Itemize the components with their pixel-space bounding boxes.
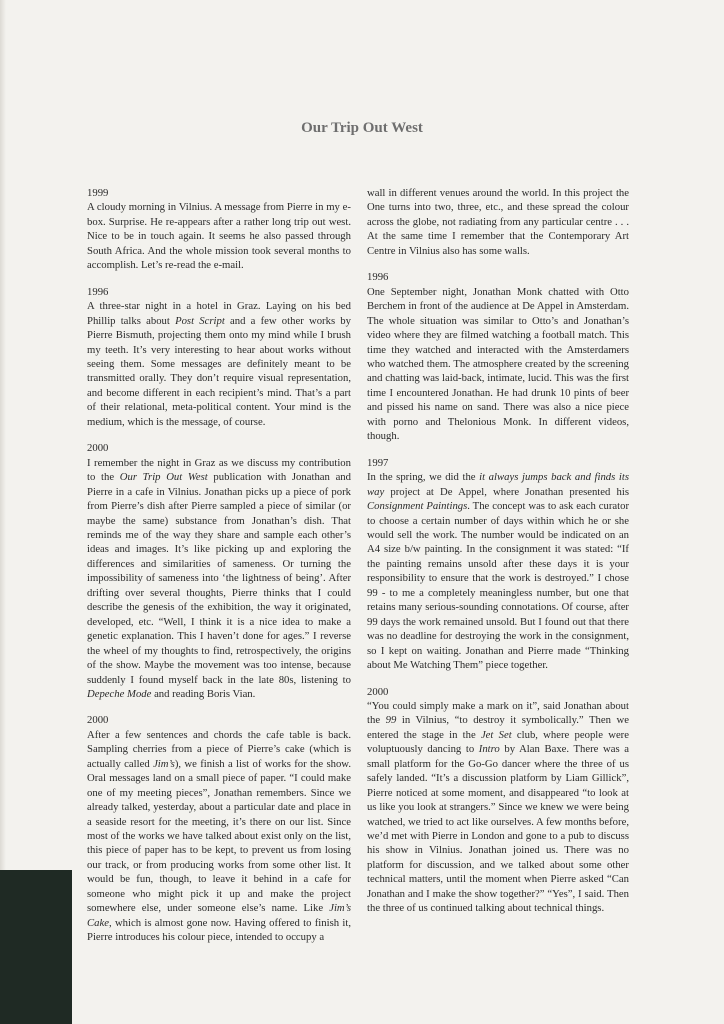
scan-margin-dark-block xyxy=(0,870,72,1024)
paragraph-text: , which is almost gone now. Having offered to finish it, Pierre introduces his colour piece, intended to occupy a xyxy=(87,916,351,944)
paragraph-text: A three-star night in a hotel in Graz. Laying on his bed Phillip talks about xyxy=(87,300,351,327)
paragraph-text: A cloudy morning in Vilnius. A message from Pierre in my e-box. Surprise. He re-appears after a rather long trip out west. Nice to be in touch again. It seems he also passed through South Africa. And the whole mission took several months to accomplish. Let’s re-read the e-mail. xyxy=(87,201,351,272)
page-title: Our Trip Out West xyxy=(301,120,423,136)
section-paragraph xyxy=(367,470,629,672)
article-section xyxy=(367,456,629,673)
section-paragraph xyxy=(367,285,629,444)
italic-title-text: Depeche Mode xyxy=(87,687,152,700)
section-paragraph xyxy=(87,728,351,945)
italic-title-text: Intro xyxy=(478,743,500,756)
paragraph-text: club, where people were voluptuously dancing to xyxy=(367,728,629,756)
section-year: 1999 xyxy=(87,187,109,199)
paragraph-text: After a few sentences and chords the cafe table is back. Sampling cherries from a piece of Pierre’s cake (which is actually called xyxy=(87,728,351,770)
paragraph-text: I remember the night in Graz as we discuss my contribution to the xyxy=(87,456,351,484)
italic-title-text: Jim’s Cake xyxy=(87,902,351,929)
article-section xyxy=(367,685,629,916)
italic-title-text: Jim’s xyxy=(153,757,175,770)
paragraph-text: publication with Jonathan and Pierre in a cafe in Vilnius. Jonathan picks up a piece of pork from Pierre’s dish after Pierre sampled a piece of similar (or maybe the same) substance from Jonathan’s dish. That reminds me of the way they share and sample each other’s ideas and images. It’s like picking up and exploring the differences and similarities of sameness. Or turning the impossibility of sameness into ‘the lightness of being’. After drifting over several thoughts, Pierre thinks that I could describe the genesis of the exhibition, the way it originated, developed, etc. “Well, I think it is a nice idea to make a genetic explanation. This I haven’t done for ages.” I reverse the wheel of my thoughts to find, retrospectively, the origins of the show. Maybe the movement was too intense, because suddenly I found myself back in the late 80s, listening to xyxy=(87,471,351,686)
section-year: 2000 xyxy=(87,714,109,727)
section-paragraph xyxy=(367,186,629,258)
right-column xyxy=(367,186,629,928)
article-section xyxy=(87,713,351,944)
italic-title-text: Our Trip Out West xyxy=(119,471,208,484)
article-section xyxy=(87,186,351,273)
section-paragraph xyxy=(367,699,629,916)
paragraph-text: . The concept was to ask each curator to choose a certain number of days within which he or she would sell the work. The number would be indicated on an A4 size b/w painting. In the consignment it was stated: “If the painting remains unsold after these days it is your responsibility to ensure that the work is destroyed.” I chose 99 - to me a completely meaningless number, but one that retains many serious-sounding connotations. Of course, after 99 days the work remained unsold. But I found out that there was no deadline for destroying the work in the consignment, so I kept on waiting. Jonathan and Pierre made “Thinking about Me Watching Them” piece together. xyxy=(367,500,629,672)
article-section xyxy=(367,270,629,443)
italic-title-text: 99 xyxy=(385,714,397,727)
paragraph-text: ), we finish a list of works for the show. Oral messages land on a small piece of paper. “I could make one of my meeting pieces”, Jonathan remembers. Since we already talked, yesterday, about a particular date and place in a seaside resort for the meeting, it’s there on our list. Since most of the works we have talked about exist only on the list, this piece of paper has to be kept, to prevent us from losing our track, or from producing works from some other list. It would be fun, though, to leave it behind in a cafe for someone who might pick it up and make the project somewhere else, under someone else’s name. Like xyxy=(87,757,352,915)
paragraph-text: by Alan Baxe. There was a small platform for the Go-Go dancer where the three of us safely landed. “It’s a discussion platform by Liam Gillick”, Pierre noticed at some moment, and disappeared “to look at us like you look at strangers.” Since we knew we were being watched, we tried to act like ourselves. A few months before, we’d met with Pierre in London and gone to a pub to discuss his show in Vilnius. Jonathan joined us. There was no platform for discussion, and we talked about some other technical matters, until the moment when Pierre asked “Can Jonathan and I make the show together?” “Yes”, I said. Then the three of us continued talking about technical things. xyxy=(367,743,629,915)
italic-title-text: Jet Set xyxy=(480,728,512,741)
section-year: 2000 xyxy=(87,442,109,455)
article-section xyxy=(367,186,629,258)
paragraph-text: wall in different venues around the world. In this project the One turns into two, three, etc., and these spread the colour across the globe, not radiating from any particular centre . . . At the same time I remember that the Contemporary Art Centre in Vilnius also has some walls. xyxy=(367,187,629,257)
section-year: 2000 xyxy=(367,685,389,698)
section-paragraph xyxy=(87,299,351,429)
paragraph-text: “You could simply make a mark on it”, said Jonathan about the xyxy=(367,699,629,727)
section-year: 1997 xyxy=(367,456,389,469)
section-paragraph xyxy=(87,200,351,272)
paragraph-text: project at De Appel, where Jonathan presented his xyxy=(384,485,629,498)
italic-title-text: it always jumps back and finds its way xyxy=(367,471,629,498)
paragraph-text: and reading Boris Vian. xyxy=(151,687,256,700)
paragraph-text: One September night, Jonathan Monk chatted with Otto Berchem in front of the audience at De Appel in Amsterdam. The whole situation was similar to Otto’s and Jonathan’s video where they are filmed watching a football match. This time they watched and interacted with the Amsterdamers who watched them. The atmosphere created by the screening and chatting was laid-back, intimate, lucid. This was the first time I encountered Jonathan. He had drunk 10 pints of beer and pissed his name on sand. There was also a nice piece with porno and Thelonious Monk. In different videos, though. xyxy=(367,285,629,443)
section-year: 1996 xyxy=(87,285,109,298)
paragraph-text: and a few other works by Pierre Bismuth, projecting them onto my mind while I brush my teeth. It’s very interesting to hear about works without seeing them. Some messages are definitely meant to be transmitted orally. They don’t require visual representation, and become different in each recipient’s mind. That’s a part of their relational, meta-political content. Your mind is the medium, which is the message, of course. xyxy=(87,314,351,428)
paragraph-text: in Vilnius, “to destroy it symbolically.” Then we entered the stage in the xyxy=(367,714,629,741)
article-section xyxy=(87,441,351,701)
italic-title-text: Post Script xyxy=(175,314,225,327)
paragraph-text: In the spring, we did the xyxy=(367,471,480,484)
italic-title-text: Consignment Paintings xyxy=(367,500,468,513)
section-paragraph xyxy=(87,456,351,702)
article-section xyxy=(87,285,351,430)
section-year: 1996 xyxy=(367,271,389,284)
left-column xyxy=(87,186,351,957)
